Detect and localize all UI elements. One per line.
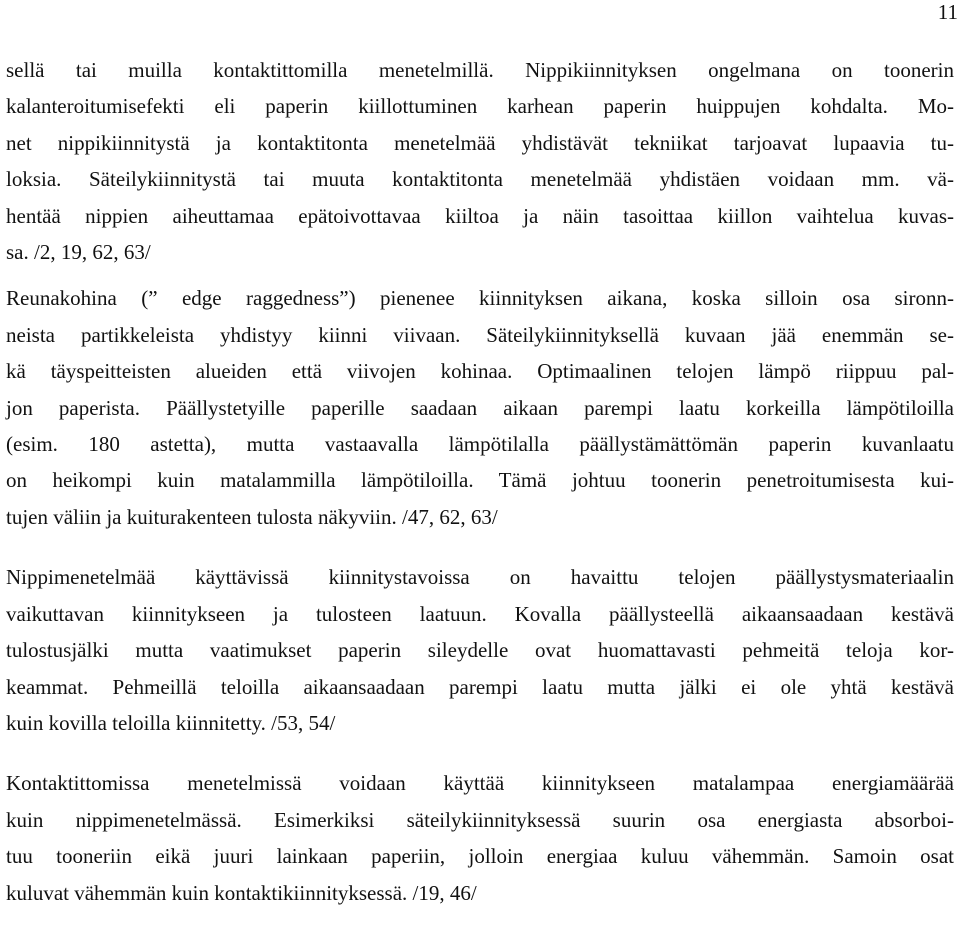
text-line: hentää nippien aiheuttamaa epätoivottavaa kiiltoa ja näin tasoittaa kiillon vaihtelua kuvas- — [6, 203, 954, 228]
text-line: kalanteroitumisefekti eli paperin kiillottuminen karhean paperin huippujen kohdalta. Mo- — [6, 94, 954, 119]
text-line: net nippikiinnitystä ja kontaktitonta menetelmää yhdistävät tekniikat tarjoavat lupaavia tu- — [6, 130, 954, 155]
text-line: jon paperista. Päällystetyille paperille saadaan aikaan parempi laatu korkeilla lämpötiloilla — [6, 395, 954, 420]
text-line: kuluvat vähemmän kuin kontaktikiinnityksessä. /19, 46/ — [6, 880, 477, 905]
text-line: tujen väliin ja kuiturakenteen tulosta näkyviin. /47, 62, 63/ — [6, 504, 498, 529]
paragraph-2 — [6, 280, 954, 535]
text-line: vaikuttavan kiinnitykseen ja tulosteen laatuun. Kovalla päällysteellä aikaansaadaan kestävä — [6, 601, 954, 626]
text-line: kä täyspeitteisten alueiden että viivojen kohinaa. Optimaalinen telojen lämpö riippuu pal- — [6, 359, 954, 384]
text-line: sa. /2, 19, 62, 63/ — [6, 240, 151, 265]
text-line: sellä tai muilla kontaktittomilla menetelmillä. Nippikiinnityksen ongelmana on toonerin — [6, 58, 954, 82]
text-line: kuin kovilla teloilla kiinnitetty. /53, 54/ — [6, 710, 336, 735]
text-line: on heikompi kuin matalammilla lämpötiloilla. Tämä johtuu toonerin penetroitumisesta kui- — [6, 468, 954, 493]
text-line: keammat. Pehmeillä teloilla aikaansaadaan parempi laatu mutta jälki ei ole yhtä kestävä — [6, 674, 954, 699]
text-line: Reunakohina (” edge raggedness”) pienenee kiinnityksen aikana, koska silloin osa sironn- — [6, 286, 954, 311]
text-line: neista partikkeleista yhdistyy kiinni viivaan. Säteilykiinnityksellä kuvaan jää enemmän se- — [6, 322, 954, 347]
text-line: tuu tooneriin eikä juuri lainkaan paperiin, jolloin energiaa kuluu vähemmän. Samoin osat — [6, 844, 954, 869]
paragraph-3 — [6, 559, 954, 741]
text-line: Kontaktittomissa menetelmissä voidaan käyttää kiinnitykseen matalampaa energiamäärää — [6, 771, 954, 796]
document-body — [6, 52, 954, 935]
text-line: tulostusjälki mutta vaatimukset paperin sileydelle ovat huomattavasti pehmeitä teloja kor- — [6, 638, 954, 663]
text-line: (esim. 180 astetta), mutta vastaavalla lämpötilalla päällystämättömän paperin kuvanlaatu — [6, 432, 954, 457]
text-line: kuin nippimenetelmässä. Esimerkiksi säteilykiinnityksessä suurin osa energiasta absorboi- — [6, 807, 954, 832]
text-line: Nippimenetelmää käyttävissä kiinnitystavoissa on havaittu telojen päällystysmateriaalin — [6, 565, 954, 590]
page-number: 11 — [937, 0, 958, 24]
paragraph-4 — [6, 765, 954, 911]
paragraph-1 — [6, 52, 954, 270]
text-line: loksia. Säteilykiinnitystä tai muuta kontaktitonta menetelmää yhdistäen voidaan mm. vä- — [6, 167, 954, 192]
